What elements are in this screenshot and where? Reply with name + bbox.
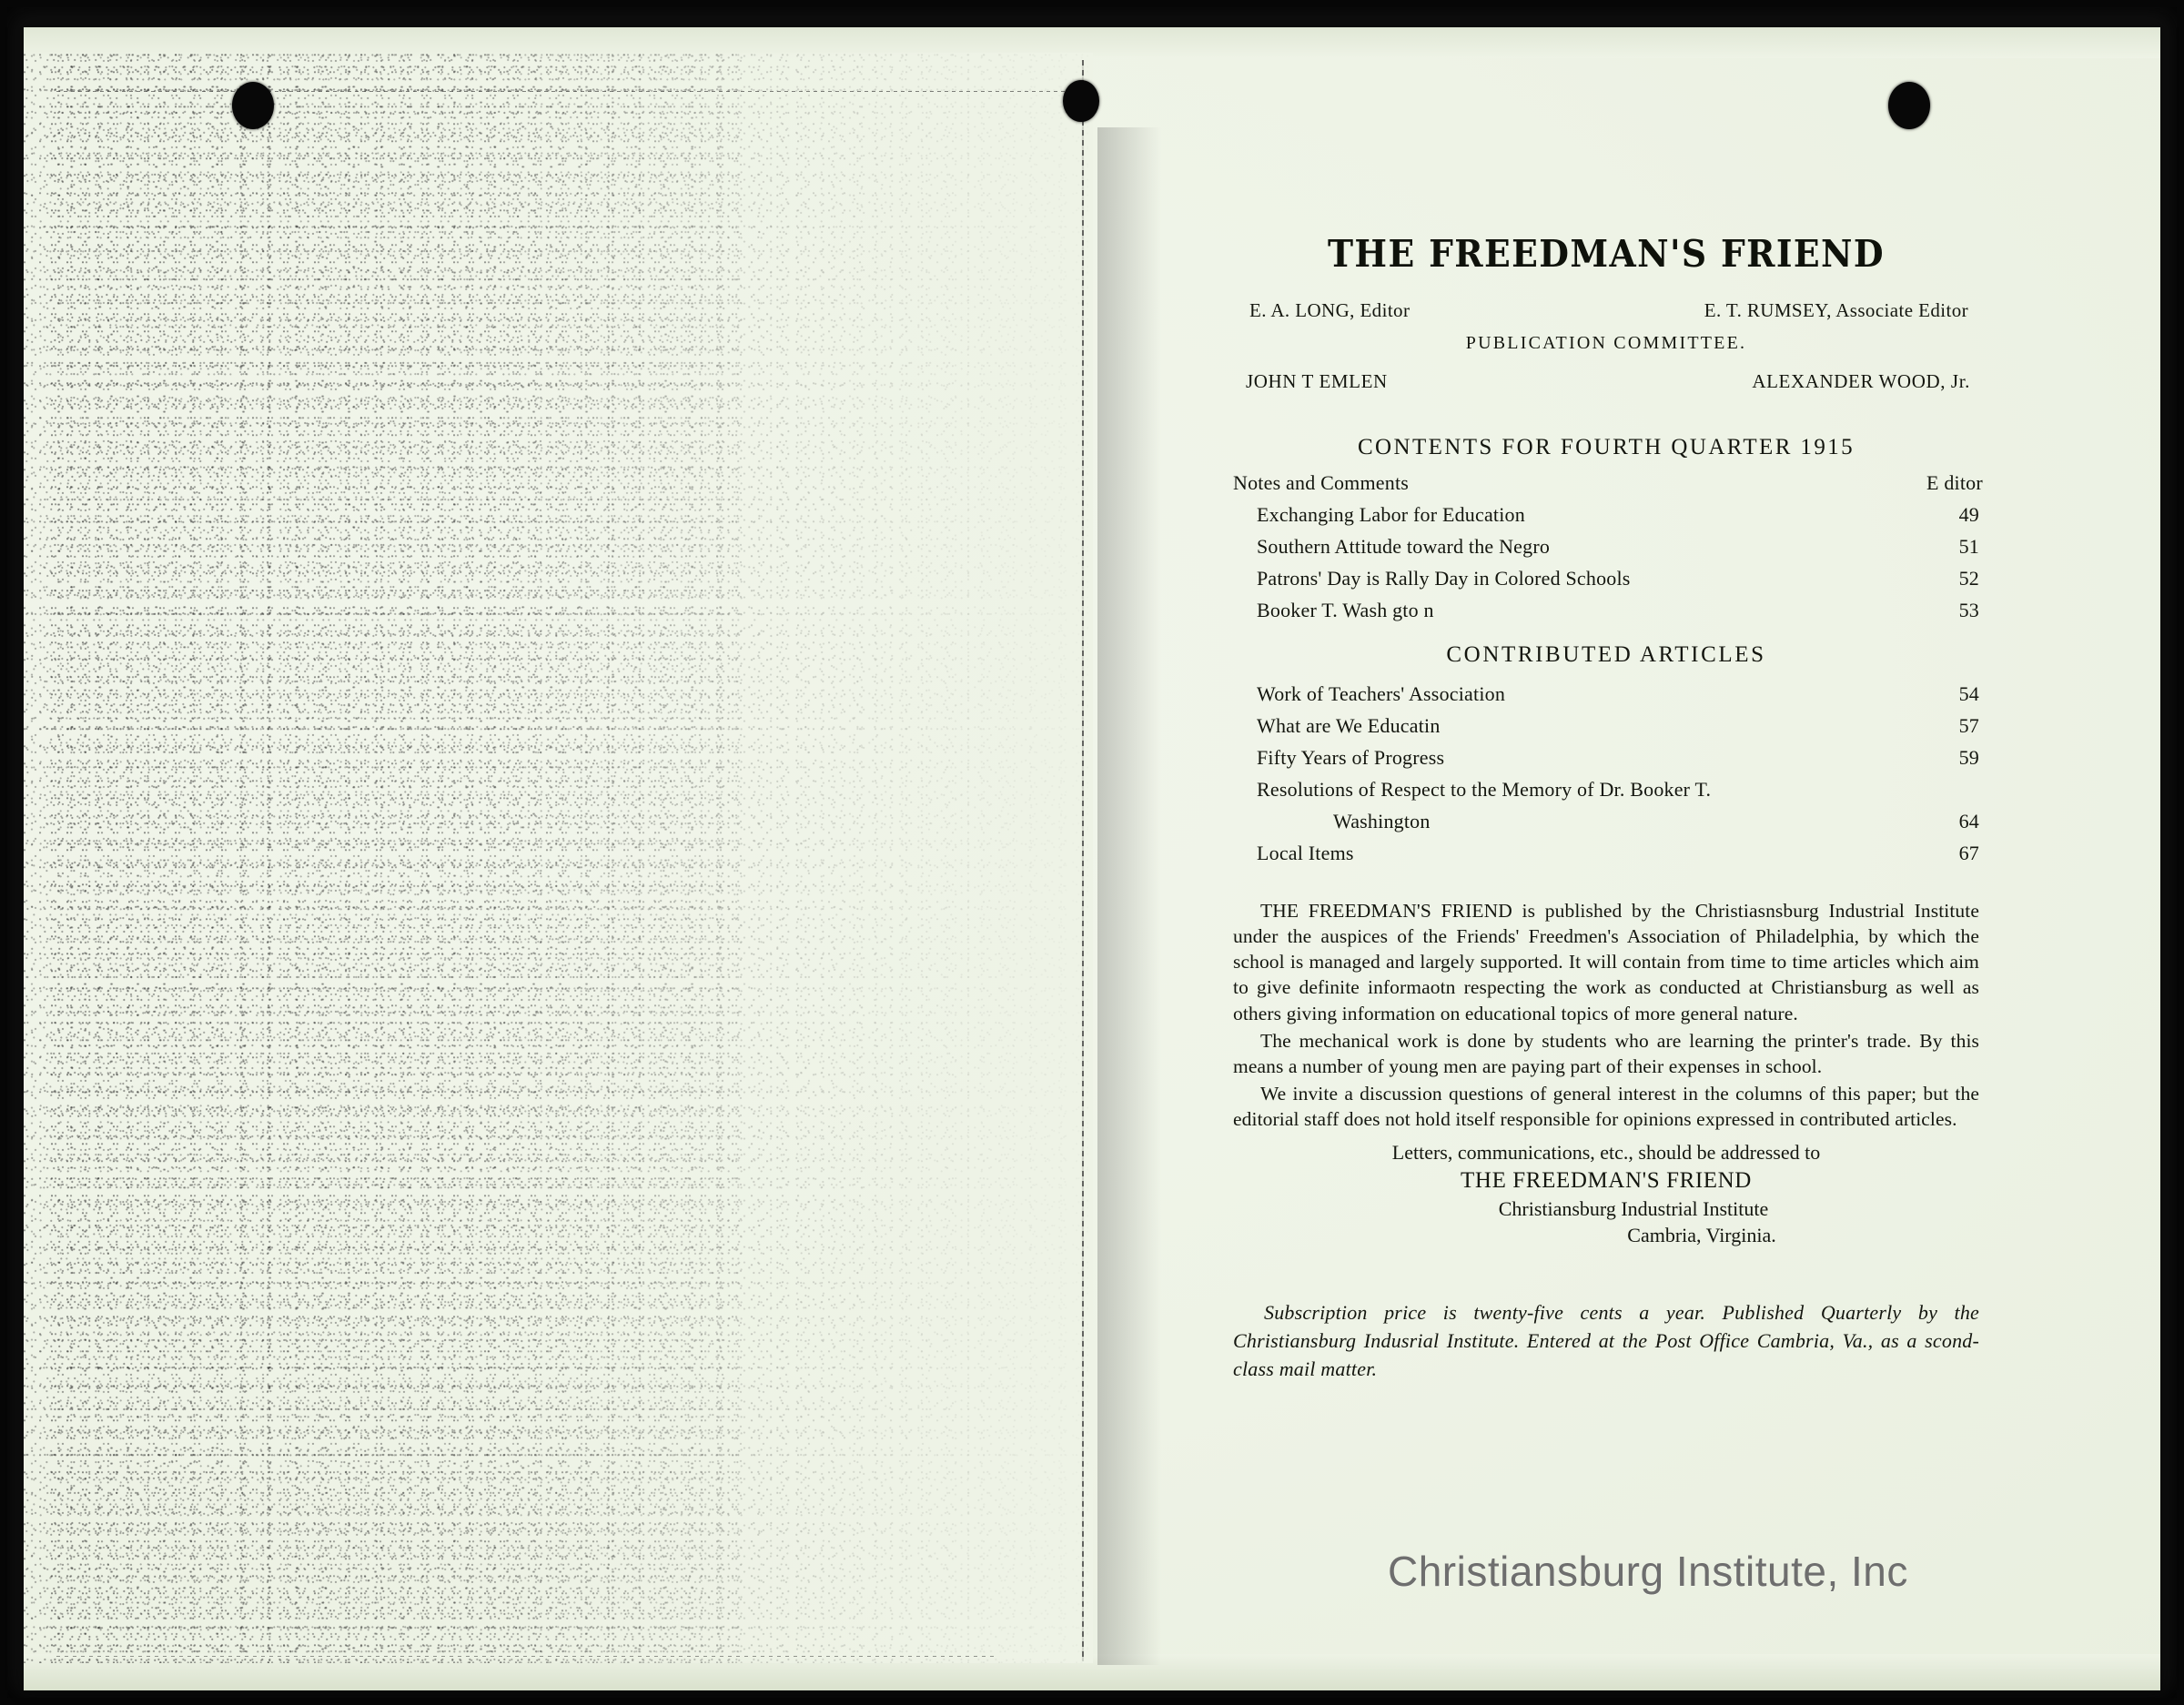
table-of-contents bbox=[1233, 471, 1983, 622]
toc-row bbox=[1233, 810, 1979, 833]
toc-row bbox=[1233, 842, 1979, 865]
toc-leader-dots bbox=[1363, 843, 1917, 860]
toc-row bbox=[1233, 778, 1979, 802]
subscription-text: Subscription price is twenty-five cents a year. Published Quarterly by the Christiansburg Indusrial Institute. Entered at the Post Office Cambria, Va., as a scond-class mail matter. bbox=[1233, 1300, 1979, 1380]
toc-title: Notes and Comments bbox=[1233, 471, 1410, 494]
toc-title: Patrons' Day is Rally Day in Colored Schools bbox=[1257, 567, 1631, 590]
toc-leader-dots bbox=[1450, 716, 1917, 732]
contents-heading: CONTENTS FOR FOURTH QUARTER 1915 bbox=[1357, 435, 1855, 459]
page-crease bbox=[1082, 60, 1084, 1661]
toc-row bbox=[1233, 682, 1979, 706]
editors-line bbox=[1233, 299, 1979, 322]
toc-row bbox=[1233, 471, 1983, 495]
committee-member-right: ALEXANDER WOOD, Jr. bbox=[1752, 370, 1970, 392]
toc-page: 52 bbox=[1958, 567, 1979, 590]
left-page-top-rule bbox=[56, 91, 1085, 92]
toc-leader-dots bbox=[1559, 537, 1917, 553]
toc-page: E ditor bbox=[1926, 471, 1983, 494]
toc-leader-dots bbox=[1453, 748, 1917, 764]
toc-row bbox=[1233, 567, 1979, 590]
publication-committee-label: PUBLICATION COMMITTEE. bbox=[1465, 333, 1747, 353]
address-line-1: THE FREEDMAN'S FRIEND bbox=[1461, 1168, 1752, 1194]
paragraph: THE FREEDMAN'S FRIEND is published by the Christiasnsburg Industrial Institute under the auspices of the Friends' Freedmen's Association of Philadelphia, by which the school is managed and largely supported. It will contain from time to time articles which aim to give definite informaotn respecting the work as conducted at Christiansburg as well as others giving information on educational topics of more general nature. bbox=[1233, 900, 1979, 1024]
toc-title: Booker T. Wash gto n bbox=[1257, 599, 1434, 621]
toc-leader-dots bbox=[1418, 473, 1917, 489]
toc-row bbox=[1233, 535, 1979, 559]
publication-statement bbox=[1233, 898, 1979, 1132]
toc-page: 53 bbox=[1958, 599, 1979, 621]
toc-leader-dots bbox=[1443, 600, 1917, 617]
address-line-3: Cambria, Virginia. bbox=[1627, 1224, 1776, 1247]
toc-page: 57 bbox=[1958, 714, 1979, 737]
toc-leader-dots bbox=[1534, 505, 1917, 521]
left-page-bottom-rule bbox=[56, 1656, 994, 1657]
committee-names bbox=[1233, 370, 1979, 393]
toc-page: 49 bbox=[1958, 503, 1979, 526]
toc-title: Washington bbox=[1333, 810, 1431, 832]
toc-page: 67 bbox=[1958, 842, 1979, 864]
punch-hole-icon bbox=[232, 82, 274, 129]
toc-page: 64 bbox=[1958, 810, 1979, 832]
toc-row bbox=[1233, 746, 1979, 770]
watermark-text: Christiansburg Institute, Inc bbox=[1388, 1548, 1908, 1595]
toc-title: Local Items bbox=[1257, 842, 1354, 864]
scan-noise-fade bbox=[24, 53, 1093, 1663]
toc-page: 51 bbox=[1958, 535, 1979, 558]
contributed-articles-list bbox=[1233, 682, 1979, 865]
subscription-notice bbox=[1233, 1298, 1979, 1384]
toc-row bbox=[1233, 714, 1979, 738]
masthead-title: THE FREEDMAN'S FRIEND bbox=[1327, 232, 1886, 276]
toc-title: What are We Educatin bbox=[1257, 714, 1441, 737]
toc-title: Work of Teachers' Association bbox=[1257, 682, 1506, 705]
toc-title: Resolutions of Respect to the Memory of Dr. Booker T. bbox=[1257, 778, 1712, 801]
punch-hole-icon bbox=[1888, 82, 1930, 129]
toc-row bbox=[1233, 503, 1979, 527]
toc-row bbox=[1233, 599, 1979, 622]
punch-hole-icon bbox=[1063, 80, 1099, 122]
contributed-articles-heading: CONTRIBUTED ARTICLES bbox=[1446, 642, 1766, 667]
letters-line: Letters, communications, etc., should be addressed to bbox=[1391, 1141, 1821, 1165]
toc-page: 59 bbox=[1958, 746, 1979, 769]
toc-leader-dots bbox=[1514, 684, 1917, 701]
associate-editor-name: E. T. RUMSEY, Associate Editor bbox=[1704, 299, 1968, 321]
paragraph: We invite a discussion questions of general interest in the columns of this paper; but the editorial staff does not hold itself responsible for opinions expressed in contributed articles. bbox=[1233, 1083, 1979, 1131]
editor-name: E. A. LONG, Editor bbox=[1249, 299, 1410, 321]
toc-leader-dots bbox=[1720, 780, 1917, 796]
paragraph: The mechanical work is done by students who are learning the printer's trade. By this means a number of young men are paying part of their expenses in school. bbox=[1233, 1029, 1979, 1077]
toc-title: Exchanging Labor for Education bbox=[1257, 503, 1525, 526]
address-line-2: Christiansburg Industrial Institute bbox=[1498, 1197, 1769, 1221]
address-block bbox=[1233, 1139, 1979, 1248]
toc-title: Southern Attitude toward the Negro bbox=[1257, 535, 1551, 558]
toc-leader-dots bbox=[1440, 812, 1917, 828]
committee-member-left: JOHN T EMLEN bbox=[1246, 370, 1388, 392]
periodical-front-matter bbox=[1233, 232, 1983, 1383]
toner-smudge bbox=[1097, 127, 1161, 1665]
toc-page: 54 bbox=[1958, 682, 1979, 705]
toc-title: Fifty Years of Progress bbox=[1257, 746, 1445, 769]
toc-leader-dots bbox=[1640, 569, 1917, 585]
